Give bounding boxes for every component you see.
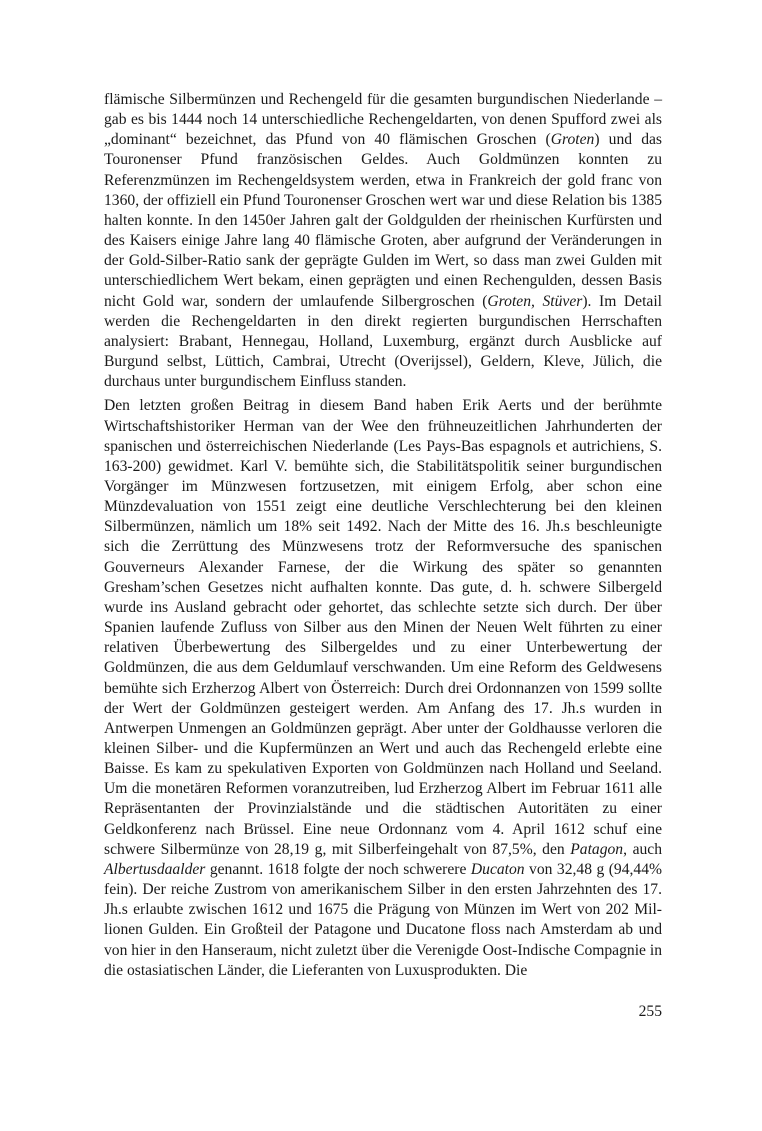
body-text [104,90,662,985]
italic-term: Ducaton [470,860,525,878]
paragraph-2 [104,396,662,981]
paragraph-1 [104,90,662,392]
text-run: ). Im Detail werden die Rechengeldarten in den direkt regierten burgundischen Herrschaften analysiert: Brabant, Hennegau, Holland, Luxemburg, ergänzt durch Ausblicke auf Burgund selbst, Lüttich, Cambrai, Utrecht (Overijssel), Geldern, Kleve, Jülich, die durchaus unter burgundischem Einfluss standen. [104,292,662,391]
text-run: , auch [623,840,662,858]
text-run: Den letzten großen Beitrag in diesem Band haben Erik Aerts und der berühmte Wirtschaftshistoriker Herman van der Wee den frühneuzeitlichen Jahrhunderten der spanischen und österreichischen Niederlande (Les Pays-Bas espagnols et autrichiens, S. 163-200) gewidmet. Karl V. bemühte sich, die Stabilitätspolitik seiner burgundischen Vorgänger im Münzwesen fortzusetzen, mit einigem Erfolg, aber schon eine Münzdevaluation von 1551 zeigt eine deutliche Verschlechterung bei den kleinen Silbermünzen, nämlich um 18% seit 1492. Nach der Mitte des 16. Jh.s beschleunigte sich die Zerrüttung des Münzwesens trotz der Reformversuche des spanischen Gouverneurs Alexander Farnese, der die Wirkung des später so genannten Gresham’schen Gesetzes nicht aufhalten konnte. Das gute, d. h. schwere Silbergeld wurde ins Ausland gebracht oder gehortet, das schlechte setzte sich durch. Der über Spanien laufende Zufluss von Silber aus den Minen der Neuen Welt führten zu einer relativen Überbewertung des Silbergeldes und zu einer Unterbewertung der Goldmünzen, die aus dem Geldumlauf verschwanden. Um eine Reform des Geldwesens bemühte sich Erzherzog Albert von Österreich: Durch drei Ordonnanzen von 1599 sollte der Wert der Goldmünzen gesteigert werden. Am Anfang des 17. Jh.s wurden in Antwerpen Unmengen an Goldmünzen geprägt. Aber unter der Goldhausse verloren die kleinen Silber- und die Kupfermünzen an Wert und auch das Rechengeld erlebte eine Baisse. Es kam zu spekulativen Exporten von Goldmünzen nach Holland und Seeland. Um die monetären Reformen voranzutreiben, lud Erzherzog Albert im Februar 1611 alle Repräsentanten der Provinzialstände und die städtischen Autoritäten zu einer Geldkonferenz nach Brüssel. Eine neue Ordonnanz vom 4. April 1612 schuf eine schwere Silbermünze von 28,19 g, mit Silberfeingehalt von 87,5%, den [104,397,662,858]
italic-term: Albertusdaalder [104,860,206,878]
text-run: von 32,48 g (94,44% fein). Der reiche Zustrom von amerikanischem Silber in den ersten Jahrzehnten des 17. Jh.s erlaubte zwischen 1612 und 1675 die Prägung von Münzen im Wert von 202 Millionen Gulden. Ein Großteil der Patagone und Ducatone floss nach Amsterdam ab und von hier in den Hanseraum, nicht zuletzt über die Verenigde Oost-Indische Compagnie in die ostasiatischen Länder, die Lieferanten von Luxusprodukten. Die [104,860,663,979]
text-run: flämische Silbermünzen und Rechengeld für die gesamten burgundischen Niederlande – gab es bis 1444 noch 14 unterschiedliche Rechengeldarten, von denen Spufford zwei als „dominant“ bezeichnet, das Pfund von 40 flämischen Groschen ( [104,91,662,149]
page-number: 255 [638,1003,662,1020]
text-run: ) und das Touronenser Pfund französischen Geldes. Auch Goldmünzen konnten zu Referenzmünzen im Rechengeldsystem werden, etwa in Frankreich der gold franc von 1360, der offiziell ein Pfund Touronenser Groschen wert war und diese Relation bis 1385 halten konnte. In den 1450er Jahren galt der Goldgulden der rheinischen Kurfürsten und des Kaisers einige Jahre lang 40 flämische Groten, aber aufgrund der Veränderungen in der Gold-Silber-Ratio sank der geprägte Gulden im Wert, so dass man zwei Gulden mit unterschiedlichem Wert bekam, einen geprägten und einen Rechengulden, dessen Basis nicht Gold war, sondern der umlaufende Silbergroschen ( [104,131,662,310]
text-run: genannt. 1618 folgte der noch schwerere [205,860,471,878]
italic-term: Groten [550,131,595,149]
italic-term: Groten, Stüver [487,292,583,310]
italic-term: Patagon [570,840,624,858]
